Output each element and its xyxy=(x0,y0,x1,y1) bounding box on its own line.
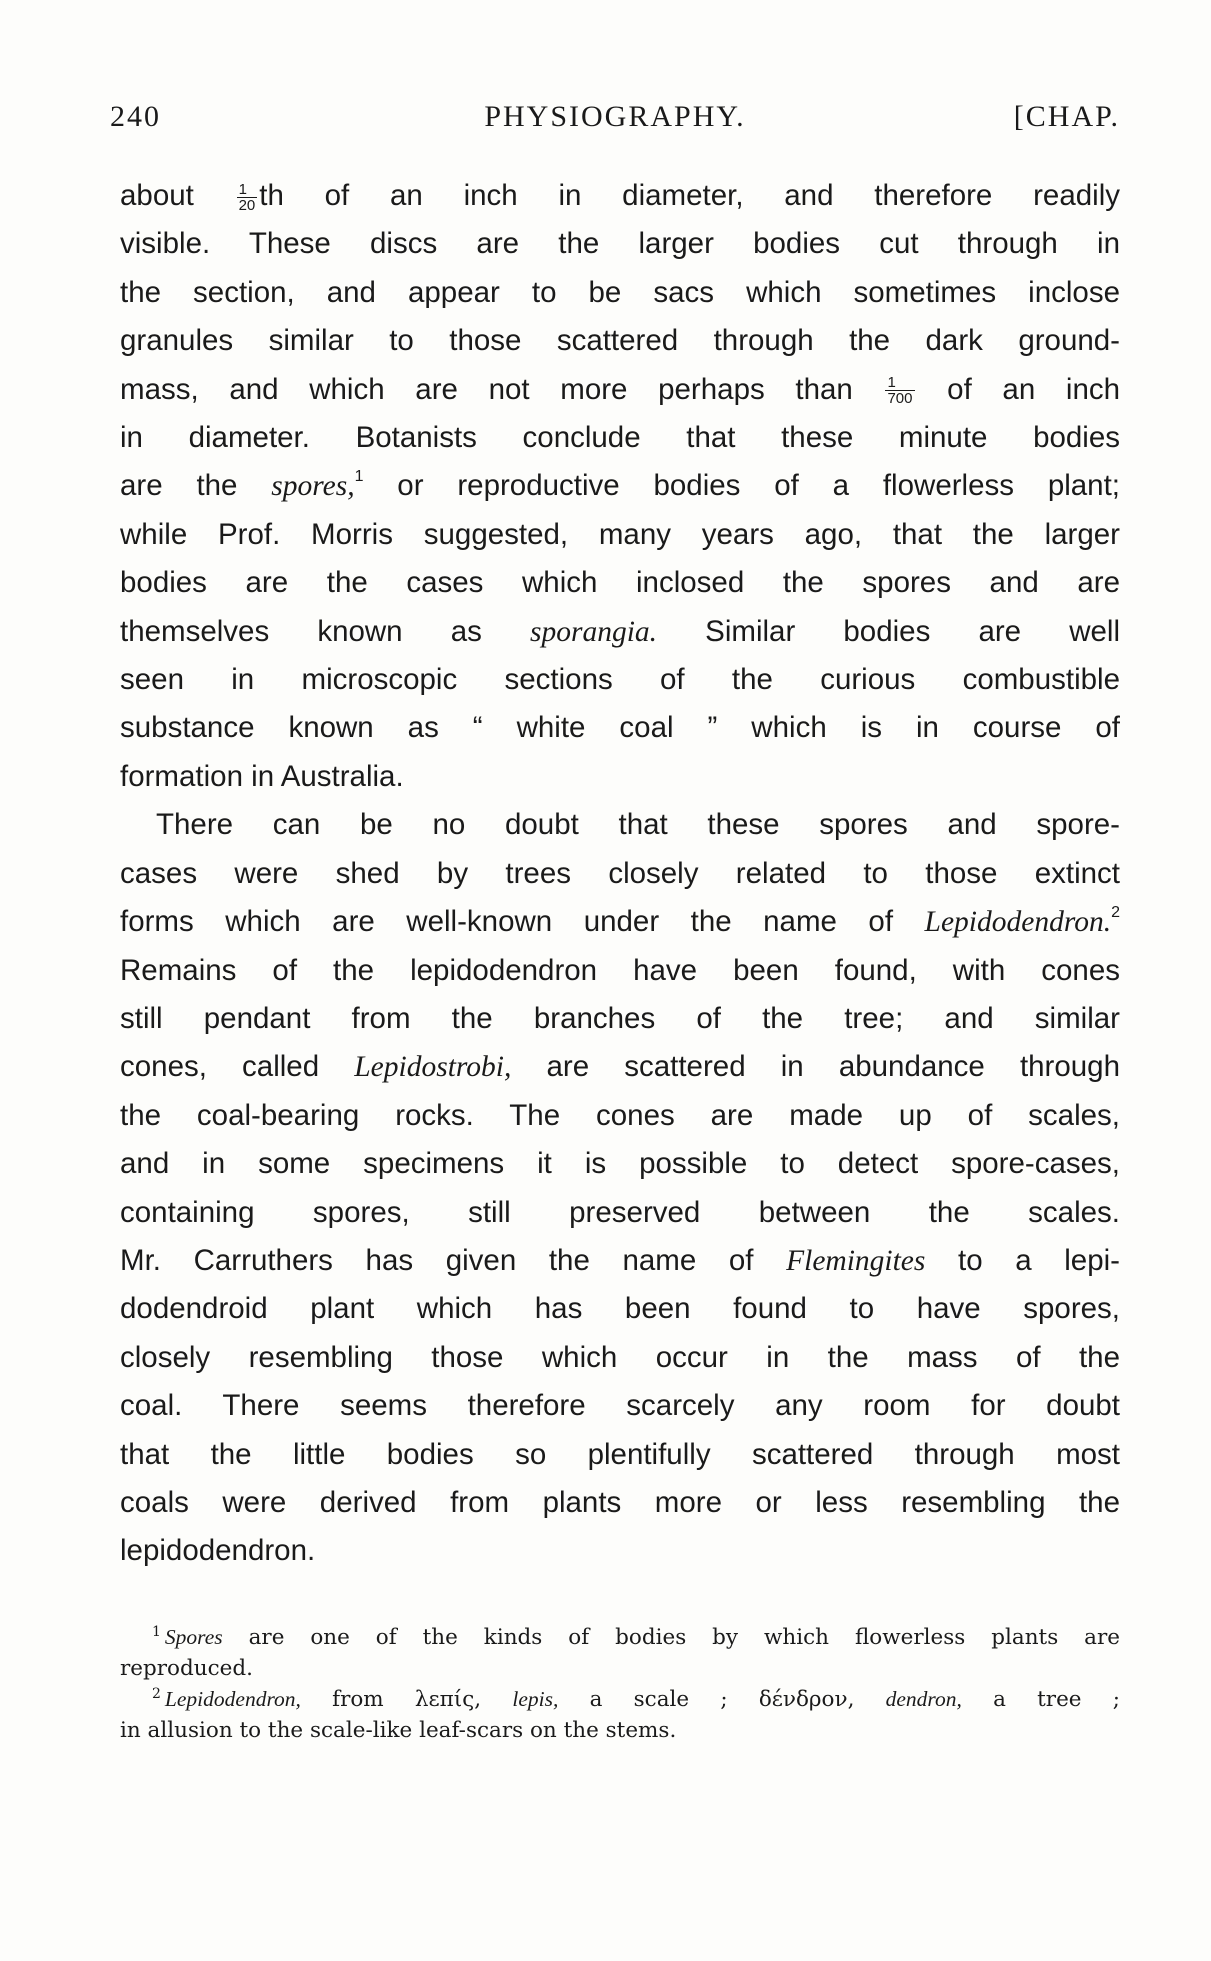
italic-term: sporangia. xyxy=(529,615,658,648)
italic-term: Flemingites xyxy=(786,1244,926,1277)
page-number: 240 xyxy=(110,100,161,133)
text-run: th of an inch in diameter, and therefore readily xyxy=(259,179,1120,212)
fraction-denominator: 700 xyxy=(887,390,913,408)
text-run: or reproductive bodies of a flowerless plant; xyxy=(363,469,1120,503)
text-run: are one of the kinds of bodies by which flowerless plants are xyxy=(222,1625,1120,1650)
text-line: granules similar to those scattered through the dark ground- xyxy=(120,324,1120,358)
text-line xyxy=(120,608,1120,656)
text-line xyxy=(120,366,1120,414)
italic-term: Spores xyxy=(164,1625,223,1649)
text-line xyxy=(120,462,1120,510)
footnote-ref-2[interactable]: 2 xyxy=(1111,904,1120,922)
text-line: the section, and appear to be sacs which sometimes inclose xyxy=(120,275,1120,309)
text-run: from λεπίς, xyxy=(300,1687,513,1712)
running-head xyxy=(110,100,1120,140)
text-run: are scattered in abundance through xyxy=(511,1050,1120,1084)
text-line xyxy=(120,172,1120,220)
text-run: Similar bodies are well xyxy=(657,614,1121,648)
page-title: PHYSIOGRAPHY. xyxy=(484,100,746,133)
text-line: lepidodendron. xyxy=(120,1534,316,1568)
italic-term: Lepidodendron, xyxy=(164,1687,301,1711)
text-run: mass, and which are not more perhaps than xyxy=(120,372,884,406)
body-text xyxy=(120,172,1120,1576)
text-line: dodendroid plant which has been found to have spores, xyxy=(120,1292,1120,1326)
text-line xyxy=(120,898,1120,946)
footnote-1-cont: reproduced. xyxy=(120,1656,253,1681)
text-line xyxy=(120,1043,1120,1091)
italic-term: Lepidostrobi, xyxy=(354,1051,512,1084)
italic-term: Lepidodendron. xyxy=(924,906,1112,939)
text-line: still pendant from the branches of the tree; and similar xyxy=(120,1001,1120,1035)
footnote-mark: 2 xyxy=(152,1686,161,1702)
fraction-seven-hundredth xyxy=(885,375,914,406)
text-line: visible. These discs are the larger bodies cut through in xyxy=(120,227,1120,261)
text-line: substance known as “ white coal ” which is in course of xyxy=(120,711,1120,745)
text-line: seen in microscopic sections of the curious combustible xyxy=(120,663,1120,697)
text-run: cones, called xyxy=(120,1050,355,1084)
fraction-denominator: 20 xyxy=(238,196,256,214)
text-run: a scale ; δένδρον, xyxy=(558,1687,886,1712)
text-line: Remains of the lepidodendron have been found, with cones xyxy=(120,953,1120,987)
italic-term: lepis, xyxy=(512,1687,559,1711)
text-line: containing spores, still preserved between the scales. xyxy=(120,1195,1120,1229)
text-line: while Prof. Morris suggested, many years ago, that the larger xyxy=(120,517,1120,551)
text-line: the coal-bearing rocks. The cones are made up of scales, xyxy=(120,1098,1120,1132)
footnote-2-cont: in allusion to the scale-like leaf-scars on the stems. xyxy=(120,1718,677,1743)
text-line: in diameter. Botanists conclude that these minute bodies xyxy=(120,421,1120,455)
text-line: formation in Australia. xyxy=(120,759,404,793)
footnote-1 xyxy=(120,1622,1120,1653)
text-run: forms which are well-known under the name of xyxy=(120,905,925,939)
text-run: to a lepi- xyxy=(925,1243,1120,1277)
fraction-twentieth xyxy=(237,182,258,213)
text-run: about xyxy=(120,179,235,212)
footnotes xyxy=(120,1622,1120,1746)
fraction-numerator: 1 xyxy=(885,375,914,391)
fraction-numerator: 1 xyxy=(237,182,258,198)
text-run: Mr. Carruthers has given the name of xyxy=(120,1243,787,1277)
text-run: themselves known as xyxy=(120,614,530,648)
text-line: coal. There seems therefore scarcely any room for doubt xyxy=(120,1389,1120,1423)
text-line: bodies are the cases which inclosed the spores and are xyxy=(120,566,1120,600)
italic-term: spores, xyxy=(271,470,355,503)
footnote-mark: 1 xyxy=(152,1624,161,1640)
footnote-ref-1[interactable]: 1 xyxy=(354,468,364,486)
text-line: There can be no doubt that these spores and spore- xyxy=(156,808,1120,842)
italic-term: dendron, xyxy=(885,1687,962,1711)
footnote-2 xyxy=(120,1684,1120,1715)
text-run: a tree ; xyxy=(961,1687,1121,1712)
text-line: that the little bodies so plentifully scattered through most xyxy=(120,1437,1120,1471)
chapter-label: [CHAP. xyxy=(1013,100,1120,133)
text-run: are the xyxy=(120,469,272,503)
text-line: cases were shed by trees closely related to those extinct xyxy=(120,856,1120,890)
text-line: closely resembling those which occur in the mass of the xyxy=(120,1340,1120,1374)
text-line: coals were derived from plants more or less resembling the xyxy=(120,1485,1120,1519)
text-run: of an inch xyxy=(916,372,1121,406)
text-line: and in some specimens it is possible to detect spore-cases, xyxy=(120,1147,1120,1181)
text-line xyxy=(120,1237,1120,1285)
